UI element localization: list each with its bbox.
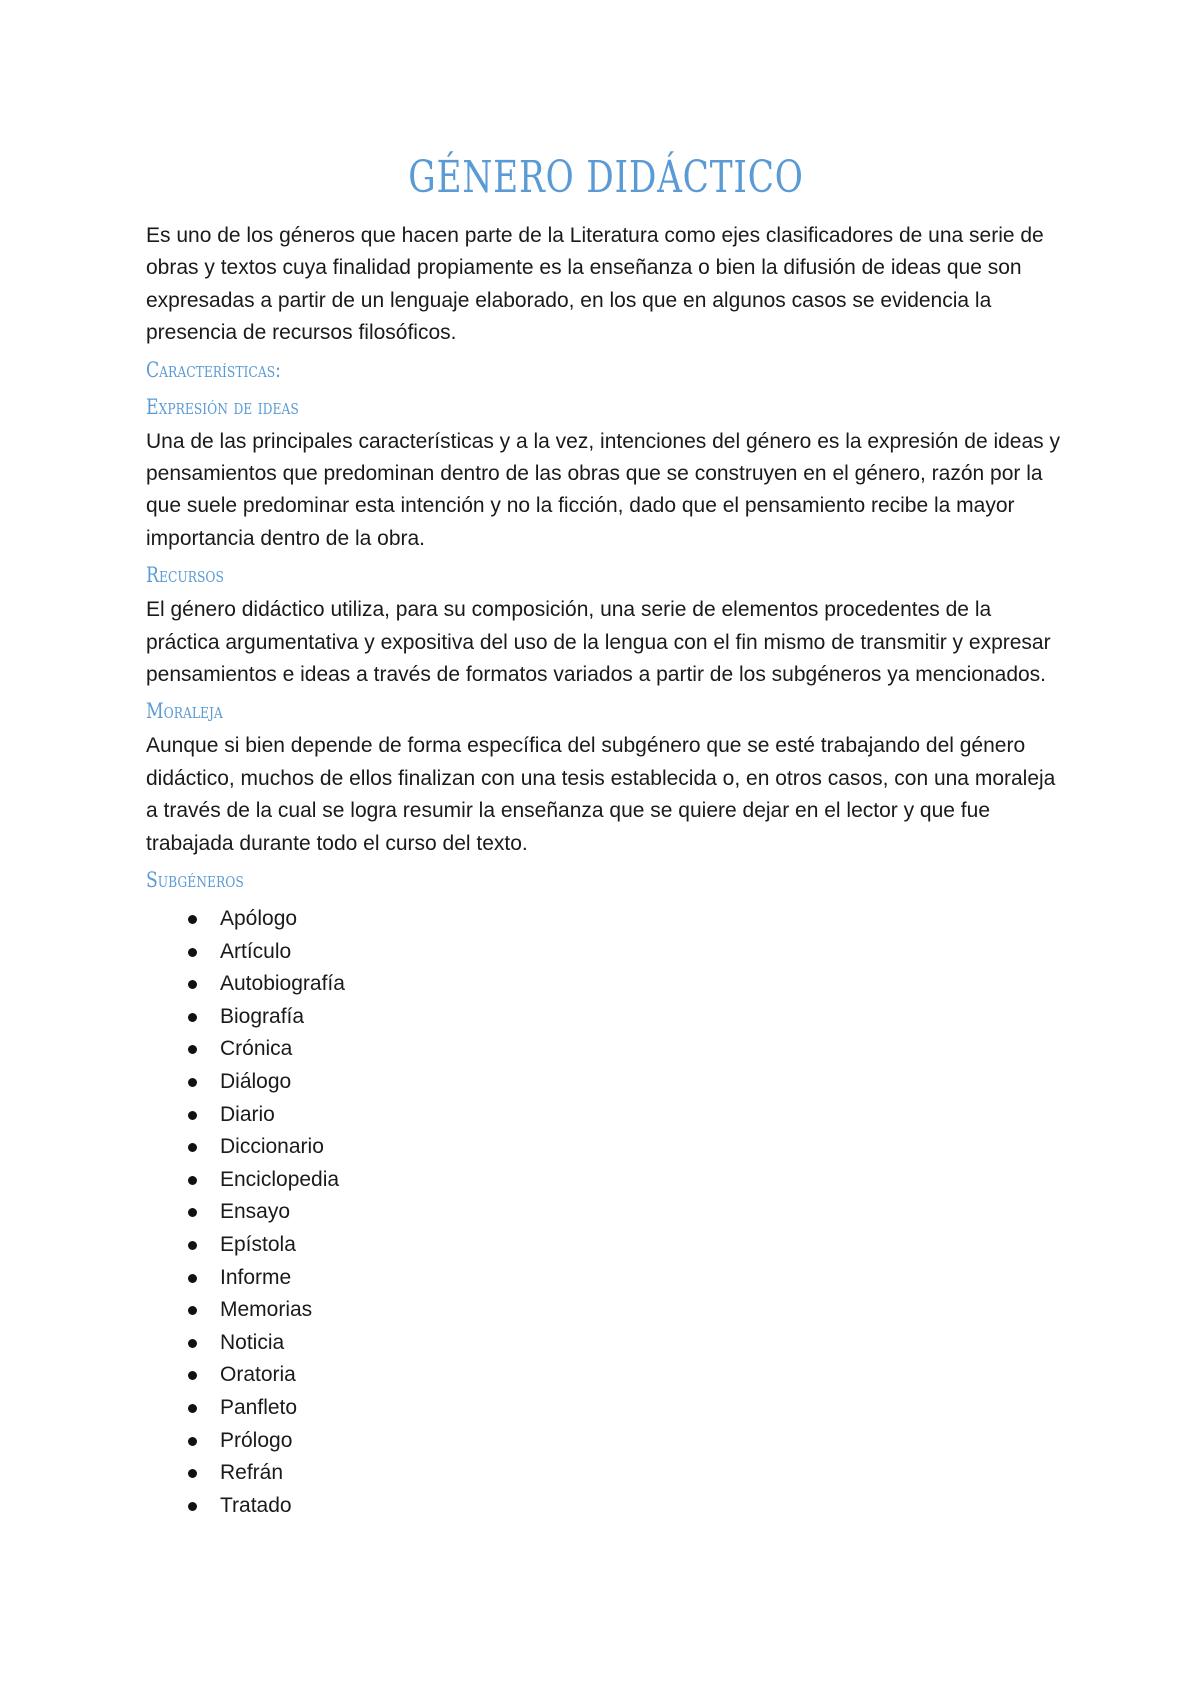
list-item-label: Oratoria — [220, 1363, 296, 1387]
list-item-label: Crónica — [220, 1037, 293, 1061]
bullet-icon — [188, 1469, 197, 1478]
list-item — [146, 1033, 1066, 1066]
list-item-label: Diario — [220, 1102, 275, 1126]
list-item — [146, 903, 1066, 936]
bullet-icon — [188, 1437, 197, 1446]
paragraph-expresion-de-ideas: Una de las principales características y a la vez, intenciones del género es la expresión de ideas y pensamientos que predominan dentro de las obras que se construyen en el género, razón por la que suele predominar esta intención y no la ficción, dado que el pensamiento recibe la mayor importancia dentro de la obra. — [146, 429, 1061, 550]
bullet-icon — [188, 948, 197, 957]
list-item — [146, 1229, 1066, 1262]
bullet-icon — [188, 1078, 197, 1087]
list-item-label: Informe — [220, 1265, 292, 1289]
heading-recursos: Recursos — [146, 563, 224, 588]
list-item — [146, 1099, 1066, 1132]
list-item — [146, 1327, 1066, 1360]
bullet-icon — [188, 1502, 197, 1511]
list-item — [146, 968, 1066, 1001]
list-item — [146, 1164, 1066, 1197]
list-item — [146, 1001, 1066, 1034]
list-item — [146, 1066, 1066, 1099]
list-item-label: Panfleto — [220, 1396, 298, 1419]
list-item-label: Diálogo — [220, 1070, 292, 1094]
list-item-label: Autobiografía — [220, 972, 345, 996]
bullet-icon — [188, 1241, 197, 1250]
list-item-label: Apólogo — [220, 907, 298, 931]
bullet-icon — [188, 915, 197, 924]
list-item-label: Biografía — [220, 1004, 305, 1028]
bullet-icon — [188, 1371, 197, 1380]
list-item — [146, 1262, 1066, 1295]
bullet-icon — [188, 1274, 197, 1283]
bullet-icon — [188, 1339, 197, 1348]
list-item-label: Ensayo — [220, 1200, 291, 1224]
list-item — [146, 1196, 1066, 1229]
paragraph-moraleja: Aunque si bien depende de forma específica del subgénero que se esté trabajando del género didáctico, muchos de ellos finalizan con una tesis establecida o, en otros casos, con una moraleja a través de la cual se logra resumir la enseñanza que se quiere dejar en el lector y que fue trabajada durante todo el curso del texto. — [146, 734, 1056, 855]
list-item-label: Enciclopedia — [220, 1167, 340, 1191]
list-item — [146, 1457, 1066, 1490]
bullet-icon — [188, 1306, 197, 1315]
bullet-icon — [188, 1111, 197, 1120]
heading-caracteristicas: Características: — [146, 357, 281, 382]
list-item-label: Epístola — [220, 1233, 296, 1257]
bullet-icon — [188, 1208, 197, 1217]
list-item — [146, 1294, 1066, 1327]
list-item-label: Artículo — [220, 939, 292, 963]
heading-moraleja: Moraleja — [146, 699, 223, 724]
bullet-icon — [188, 1013, 197, 1022]
bullet-icon — [188, 980, 197, 989]
bullet-icon — [188, 1045, 197, 1054]
list-item — [146, 1490, 1066, 1523]
list-item-label: Diccionario — [220, 1135, 324, 1159]
document-title: GÉNERO DIDÁCTICO — [408, 152, 804, 203]
intro-paragraph: Es uno de los géneros que hacen parte de la Literatura como ejes clasificadores de una serie de obras y textos cuya finalidad propiamente es la enseñanza o bien la difusión de ideas que son expresadas a partir de un lenguaje elaborado, en los que en algunos casos se evidencia la presencia de recursos filosóficos. — [146, 224, 1044, 345]
heading-subgeneros: Subgéneros — [146, 868, 244, 893]
heading-expresion-de-ideas: Expresión de ideas — [146, 394, 299, 419]
list-item — [146, 1392, 1066, 1425]
list-item-label: Prólogo — [220, 1428, 293, 1452]
list-item — [146, 1359, 1066, 1392]
subgeneros-list — [146, 903, 1066, 1522]
list-item — [146, 936, 1066, 969]
list-item-label: Tratado — [220, 1493, 292, 1517]
list-item — [146, 1425, 1066, 1458]
list-item-label: Memorias — [220, 1298, 313, 1322]
bullet-icon — [188, 1143, 197, 1152]
bullet-icon — [188, 1176, 197, 1185]
bullet-icon — [188, 1404, 197, 1413]
list-item — [146, 1131, 1066, 1164]
list-item-label: Noticia — [220, 1330, 285, 1354]
paragraph-recursos: El género didáctico utiliza, para su composición, una serie de elementos procedentes de la práctica argumentativa y expositiva del uso de la lengua con el fin mismo de transmitir y expresar pensamientos e ideas a través de formatos variados a partir de los subgéneros ya mencionados. — [146, 598, 1051, 687]
document-content — [146, 220, 1066, 1522]
list-item-label: Refrán — [220, 1461, 284, 1485]
